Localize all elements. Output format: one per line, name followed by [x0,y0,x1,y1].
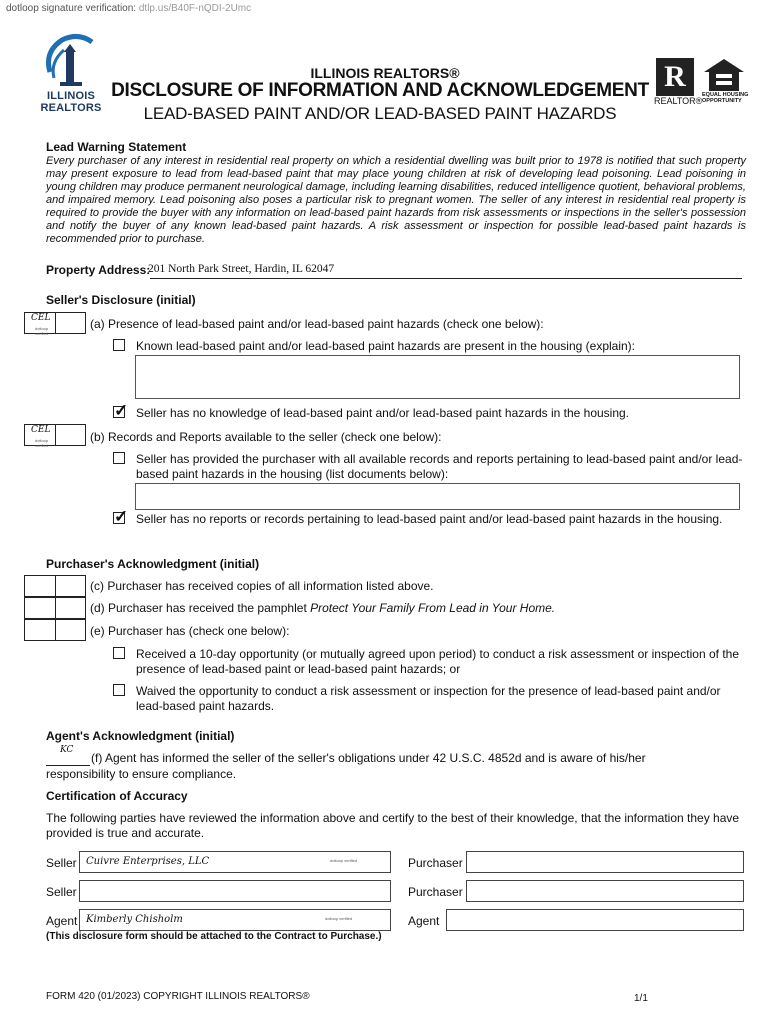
agent-f-line1: (f) Agent has informed the seller of the seller's obligations under 42 U.S.C. 4852d and is aware of his/her [91,751,646,765]
purchaser-initial-c2[interactable] [55,575,86,597]
purchaser2-signature-field[interactable] [466,880,744,902]
purchaser-ack-heading: Purchaser's Acknowledgment (initial) [46,557,260,571]
purchaser-c: (c) Purchaser has received copies of all information listed above. [90,579,434,593]
purchaser2-label: Purchaser [408,885,463,899]
checkbox-no-records[interactable]: ✓ [114,507,129,526]
checkbox-known-lead[interactable] [113,339,125,351]
agent-signature-field[interactable]: Kimberly Chisholm dotloop verified [79,909,391,931]
lighthouse-icon [40,32,102,90]
verification-label: dotloop signature verification: [6,3,137,14]
purchaser-initial-e2[interactable] [55,619,86,641]
seller-a-label: (a) Presence of lead-based paint and/or lead-based paint hazards (check one below): [90,317,544,331]
seller-initial-a1[interactable]: CEL dotloop verified [24,312,55,334]
seller-b-opt2: Seller has no reports or records pertaining to lead-based paint and/or lead-based paint hazards in the housing. [136,512,723,526]
known-lead-explain-field[interactable] [135,355,740,399]
seller-initial-b1[interactable]: CEL dotloop verified [24,424,55,446]
purchaser-d: (d) Purchaser has received the pamphlet Protect Your Family From Lead in Your Home. [90,601,556,615]
logo-line1: ILLINOIS [46,90,96,102]
seller-initial-b2[interactable] [55,424,86,446]
footer-form: FORM 420 (01/2023) COPYRIGHT ILLINOIS REALTORS® [46,991,310,1002]
equal-housing-icon [703,58,745,92]
seller-b-opt1: Seller has provided the purchaser with all available records and reports pertaining to lead-based paint and/or lead-based paint hazards in the housing (list documents below): [136,452,743,481]
realtor-logo: R [656,58,694,96]
logo-line2: REALTORS [40,102,102,114]
checkbox-received-opportunity[interactable] [113,647,125,659]
checkbox-provided-records[interactable] [113,452,125,464]
purchaser-initial-d1[interactable] [24,597,55,619]
purchaser-initial-e1[interactable] [24,619,55,641]
org-name: ILLINOIS REALTORS® [310,65,460,81]
purchaser-e: (e) Purchaser has (check one below): [90,624,290,638]
purchaser-initial-c1[interactable] [24,575,55,597]
attach-note: (This disclosure form should be attached to the Contract to Purchase.) [46,931,382,942]
agent-f-line2: responsibility to ensure compliance. [46,767,237,781]
verification-link[interactable]: dtlp.us/B40F-nQDI-2Umc [138,3,252,14]
seller2-label: Seller [46,885,77,899]
purchaser1-signature-field[interactable] [466,851,744,873]
page-title: DISCLOSURE OF INFORMATION AND ACKNOWLEDGEMENT [111,80,649,101]
checkbox-no-knowledge[interactable]: ✓ [114,401,129,420]
seller-initial-a2[interactable] [55,312,86,334]
certification-heading: Certification of Accuracy [46,789,188,803]
purchaser1-label: Purchaser [408,856,463,870]
seller1-signature-field[interactable]: Cuivre Enterprises, LLC dotloop verified [79,851,391,873]
lead-warning-heading: Lead Warning Statement [46,140,187,154]
realtor-caption: REALTOR® [654,96,703,106]
seller2-signature-field[interactable] [79,880,391,902]
eho-caption: EQUAL HOUSING OPPORTUNITY [702,92,749,104]
page-subtitle: LEAD-BASED PAINT AND/OR LEAD-BASED PAINT HAZARDS [143,104,617,123]
property-label: Property Address: [46,263,151,277]
checkbox-waived-opportunity[interactable] [113,684,125,696]
page-number: 1/1 [634,993,648,1004]
seller-b-label: (b) Records and Reports available to the seller (check one below): [90,430,442,444]
property-underline [150,278,742,279]
records-list-field[interactable] [135,483,740,510]
purchaser-e-opt2: Waived the opportunity to conduct a risk assessment or inspection for the presence of lead-based paint and/or lead-based paint hazards. [136,684,721,713]
seller1-label: Seller [46,856,77,870]
purchaser-initial-d2[interactable] [55,597,86,619]
agent2-label: Agent [408,914,440,928]
lead-warning-text: Every purchaser of any interest in residential real property on which a residential dwelling was built prior to 1978 is notified that such property may present exposure to lead from lead-based paint that may place young children at risk of developing lead poisoning. Lead poisoning in young children may produce permanent neurological damage, including learning disabilities, reduced intelligence quotient, behavioral problems, and impaired memory. Lead poisoning also poses a particular risk to pregnant women. The seller of any interest in residential real property is required to provide the buyer with any information on lead-based paint hazards from risk assessments or inspections in the seller's possession and notify the buyer of any known lead-based paint hazards. A risk assessment or inspection for possible lead-based paint hazards is recommended prior to purchase. [46,155,746,245]
agent2-signature-field[interactable] [446,909,744,931]
seller-a-opt1: Known lead-based paint and/or lead-based paint hazards are present in the housing (explain): [136,339,635,353]
agent-label: Agent [46,914,78,928]
property-address-input[interactable]: 201 North Park Street, Hardin, IL 62047 [148,263,335,275]
agent-ack-heading: Agent's Acknowledgment (initial) [46,729,235,743]
agent-initial-field[interactable]: KC [46,745,90,766]
purchaser-e-opt1: Received a 10-day opportunity (or mutually agreed upon period) to conduct a risk assessment or inspection of the presence of lead-based paint or lead-based paint hazards; or [136,647,739,676]
dotloop-verification [6,3,251,14]
certification-text: The following parties have reviewed the information above and certify to the best of their knowledge, that the information they have provided is true and accurate. [46,811,740,840]
seller-disclosure-heading: Seller's Disclosure (initial) [46,293,196,307]
seller-a-opt2: Seller has no knowledge of lead-based paint and/or lead-based paint hazards in the housing. [136,406,630,420]
